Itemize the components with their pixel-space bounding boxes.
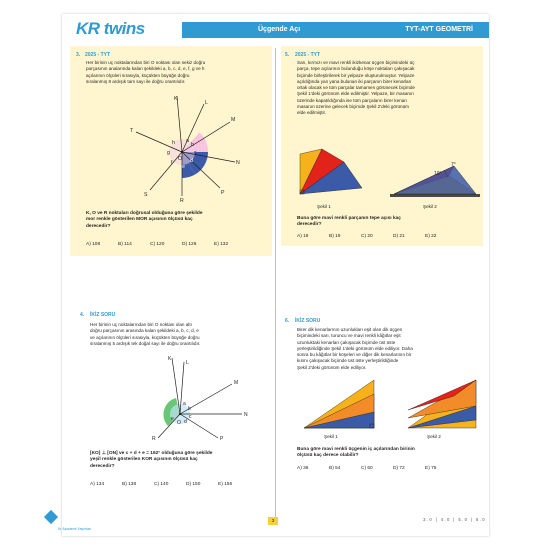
question-6-prompt: Buna göre mavi renkli üçgenin iç açılarından birinin ölçüsü kaç derece olabilir? — [297, 447, 415, 459]
chapter-title: Üçgende Açı — [258, 26, 301, 33]
label-d: d — [190, 158, 193, 164]
label-N: N — [236, 160, 240, 166]
column-divider — [275, 48, 276, 523]
label-a: a — [183, 401, 186, 407]
option-a[interactable]: A) 36 — [297, 466, 309, 471]
option-c[interactable]: C) 120 — [150, 242, 165, 247]
figure-1-label: Şekil 1 — [317, 204, 331, 209]
label-O: O — [178, 156, 183, 162]
label-R: R — [152, 436, 156, 440]
option-b[interactable]: B) 19 — [329, 234, 341, 239]
question-6-figures — [294, 376, 484, 434]
option-a[interactable]: A) 134 — [90, 482, 105, 487]
question-6-tag: İKİZ SORU — [295, 318, 321, 324]
option-c[interactable]: C) 20 — [361, 234, 373, 239]
brand-logo: KR twins — [76, 19, 145, 38]
question-4-options[interactable] — [90, 482, 250, 487]
angle-label-7: 7° — [451, 162, 456, 168]
label-b: b — [188, 406, 191, 412]
option-c[interactable]: C) 140 — [154, 482, 169, 487]
label-R: R — [180, 198, 184, 202]
label-T: T — [130, 128, 134, 134]
page-header — [62, 14, 489, 40]
label-a: a — [186, 138, 189, 144]
label-c: c — [194, 150, 197, 156]
label-K: K — [174, 96, 178, 102]
label-O: O — [177, 420, 181, 426]
question-6-text: Birer dik kenarlarının uzunlukları eşit olan dik üçgen biçimindeki sarı, turuncu ve mavi renkli kâğıtlar eşit uzunluktaki kenarları çakışacak biçimde üst üste yerleştirildiğinde Şekil 1'deki görünüm elde ediliyor. Daha sonra bu kâğıtlar bir köşeleri ve diğer dik kenarlarının bir kısmı çakışacak biçimde üst üste yerleştirildiğinde Şekil 2'deki görünüm elde ediliyor. — [297, 327, 413, 370]
question-6-number: 6. — [285, 318, 290, 324]
question-5-text: Sarı, kırmızı ve mavi renkli ikizkenar üçgen biçimindeki üç parça, tepe açılarının bulunduğu köşe noktaları çakışacak biçimde birleştirilerek bir yelpaze oluşturulmuştur. Yelpaze açıldığında yan yana bulunan iki parçanın birer kenarları ortak olacak ve tüm parçalar tamamen görünecek biçimde Şekil 1'deki görünüm elde edilmiştir. Yelpaze, bir masanın üzerinde kapatıldığında ise tüm parçaların birer kenarı masanın üzerine gelecek biçimde Şekil 2'deki görünüm elde edilmiştir. — [297, 60, 415, 116]
label-N: N — [244, 412, 248, 418]
option-d[interactable]: D) 126 — [182, 242, 197, 247]
worksheet-page — [62, 14, 489, 536]
question-3-number: 3. — [76, 52, 81, 58]
label-S: S — [144, 192, 148, 198]
question-3-text: Her birinin uç noktalarından biri O noktası olan sekiz doğru parçasının analarında kalan şekildeki a, b, c, d, e, f, g ve h açılarının ölçüleri sırasıyla, küçükten büyüğe doğru sıralanmış 8 ardışık tam sayı ile doğru orantılıdır. — [86, 60, 206, 84]
option-e[interactable]: E) 156 — [218, 482, 233, 487]
question-3-prompt: K, O ve R noktaları doğrusal olduğuna göre şekilde mor renkle gösterilen MOR açısının ölçüsü kaç derecedir? — [86, 211, 203, 229]
question-4-tag: İKİZ SORU — [90, 312, 116, 318]
subject-title: TYT-AYT GEOMETRİ — [405, 26, 473, 33]
question-6-options[interactable] — [297, 466, 457, 471]
label-f: f — [171, 160, 173, 166]
label-K: K — [168, 356, 172, 362]
page-number: 3 — [268, 517, 278, 525]
question-4-number: 4. — [80, 312, 85, 318]
label-g: g — [167, 150, 170, 156]
label-h: h — [172, 140, 175, 146]
fan-figure-1 — [300, 149, 362, 194]
option-d[interactable]: D) 72 — [393, 466, 405, 471]
question-5-figures — [294, 144, 484, 202]
question-5-options[interactable] — [297, 234, 457, 239]
question-5-prompt: Buna göre mavi renkli parçanın tepe açısı kaç derecedir? — [297, 216, 401, 228]
label-e: e — [171, 416, 174, 422]
option-b[interactable]: B) 138 — [122, 482, 137, 487]
label-L: L — [205, 100, 208, 106]
question-5-tag: 2025 - TYT — [295, 52, 321, 58]
question-4-prompt: [KO] ⊥ [ON] ve c + d + e = 162° olduğuna göre şekilde yeşil renkle gösterilen KOR açısının ölçüsü kaç derecedir? — [90, 451, 213, 469]
label-e: e — [182, 164, 185, 170]
triangle-figure-2 — [408, 380, 476, 428]
label-L: L — [186, 360, 189, 366]
option-a[interactable]: A) 18 — [297, 234, 309, 239]
option-d[interactable]: D) 21 — [393, 234, 405, 239]
angle-label-10: 10° — [434, 171, 442, 177]
level-markers: 3.0 | 4.0 | 5.0 | 6.0 — [423, 517, 486, 522]
label-b: b — [191, 142, 194, 148]
publisher-logo-icon — [44, 510, 58, 524]
option-d[interactable]: D) 150 — [186, 482, 201, 487]
figure-2-label: Şekil 2 — [423, 204, 437, 209]
question-4-text: Her birinin uç noktalarından biri O noktası olan altı doğru parçasının arasında kalan şekildeki a, b, c, d, e ve açılarının ölçüleri sırasıyla, küçükten büyüğe doğru sıralanmış 5 ardışık tek doğal sayı ile doğru orantılıdır. — [90, 322, 201, 346]
label-c: c — [189, 414, 192, 420]
question-3-tag: 2025 - TYT — [85, 52, 111, 58]
option-a[interactable]: A) 108 — [86, 242, 101, 247]
question-3-options[interactable] — [86, 242, 246, 247]
label-P: P — [221, 190, 225, 196]
label-M: M — [231, 117, 236, 123]
question-4-figure — [152, 354, 252, 440]
question-5-number: 5. — [285, 52, 290, 58]
triangle-figure-1 — [304, 380, 374, 428]
option-e[interactable]: E) 132 — [214, 242, 229, 247]
option-e[interactable]: E) 22 — [425, 234, 437, 239]
label-M: M — [234, 380, 239, 386]
publisher-name: Kr Akademi Yayınları — [58, 527, 92, 531]
option-e[interactable]: E) 75 — [425, 466, 437, 471]
question-3-figure — [122, 92, 242, 202]
label-P: P — [220, 436, 224, 440]
option-b[interactable]: B) 114 — [118, 242, 132, 247]
option-b[interactable]: B) 54 — [329, 466, 341, 471]
label-d: d — [184, 419, 187, 425]
figure-2-label: Şekil 2 — [427, 434, 441, 439]
option-c[interactable]: C) 60 — [361, 466, 373, 471]
figure-1-label: Şekil 1 — [324, 434, 338, 439]
